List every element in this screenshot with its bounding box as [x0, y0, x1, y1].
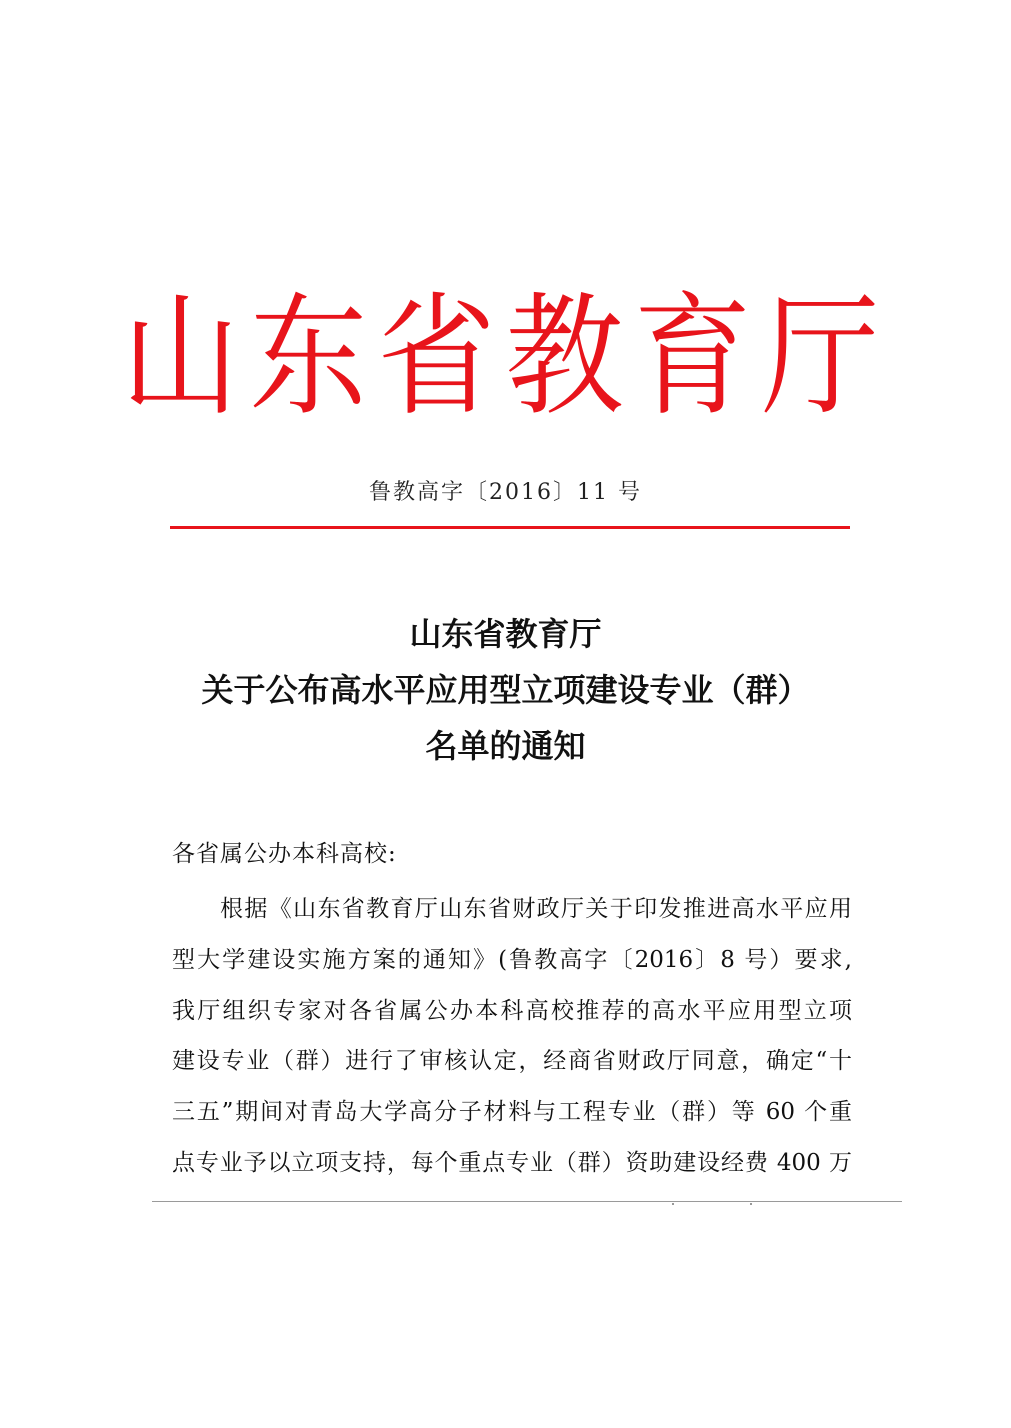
- issuer-masthead: 山东省教育厅: [121, 279, 890, 434]
- scan-speck: [750, 1203, 752, 1205]
- scan-speck: [672, 1203, 674, 1205]
- title-line-3: 名单的通知: [425, 727, 586, 765]
- title-line-1: 山东省教育厅: [409, 615, 602, 653]
- red-divider-line: [170, 526, 850, 529]
- body-line: 根据《山东省教育厅山东省财政厅关于印发推进高水平应用: [220, 896, 852, 922]
- body-line: 点专业予以立项支持，每个重点专业（群）资助建设经费 400 万: [172, 1149, 852, 1176]
- document-number: 鲁教高字〔2016〕11 号: [369, 480, 642, 505]
- body-line: 型大学建设实施方案的通知》(鲁教高字〔2016〕8 号）要求,: [172, 946, 852, 973]
- body-line: 我厅组织专家对各省属公办本科高校推荐的高水平应用型立项: [172, 997, 852, 1024]
- document-title: [0, 606, 1011, 774]
- page-bottom-rule: [152, 1201, 902, 1202]
- salutation: 各省属公办本科高校:: [172, 841, 397, 867]
- title-line-2: 关于公布高水平应用型立项建设专业（群）: [201, 671, 810, 709]
- body-line: 建设专业（群）进行了审核认定，经商省财政厅同意，确定“十: [172, 1048, 852, 1075]
- body-line: 三五”期间对青岛大学高分子材料与工程专业（群）等 60 个重: [172, 1099, 852, 1126]
- body-paragraph: [172, 884, 852, 1189]
